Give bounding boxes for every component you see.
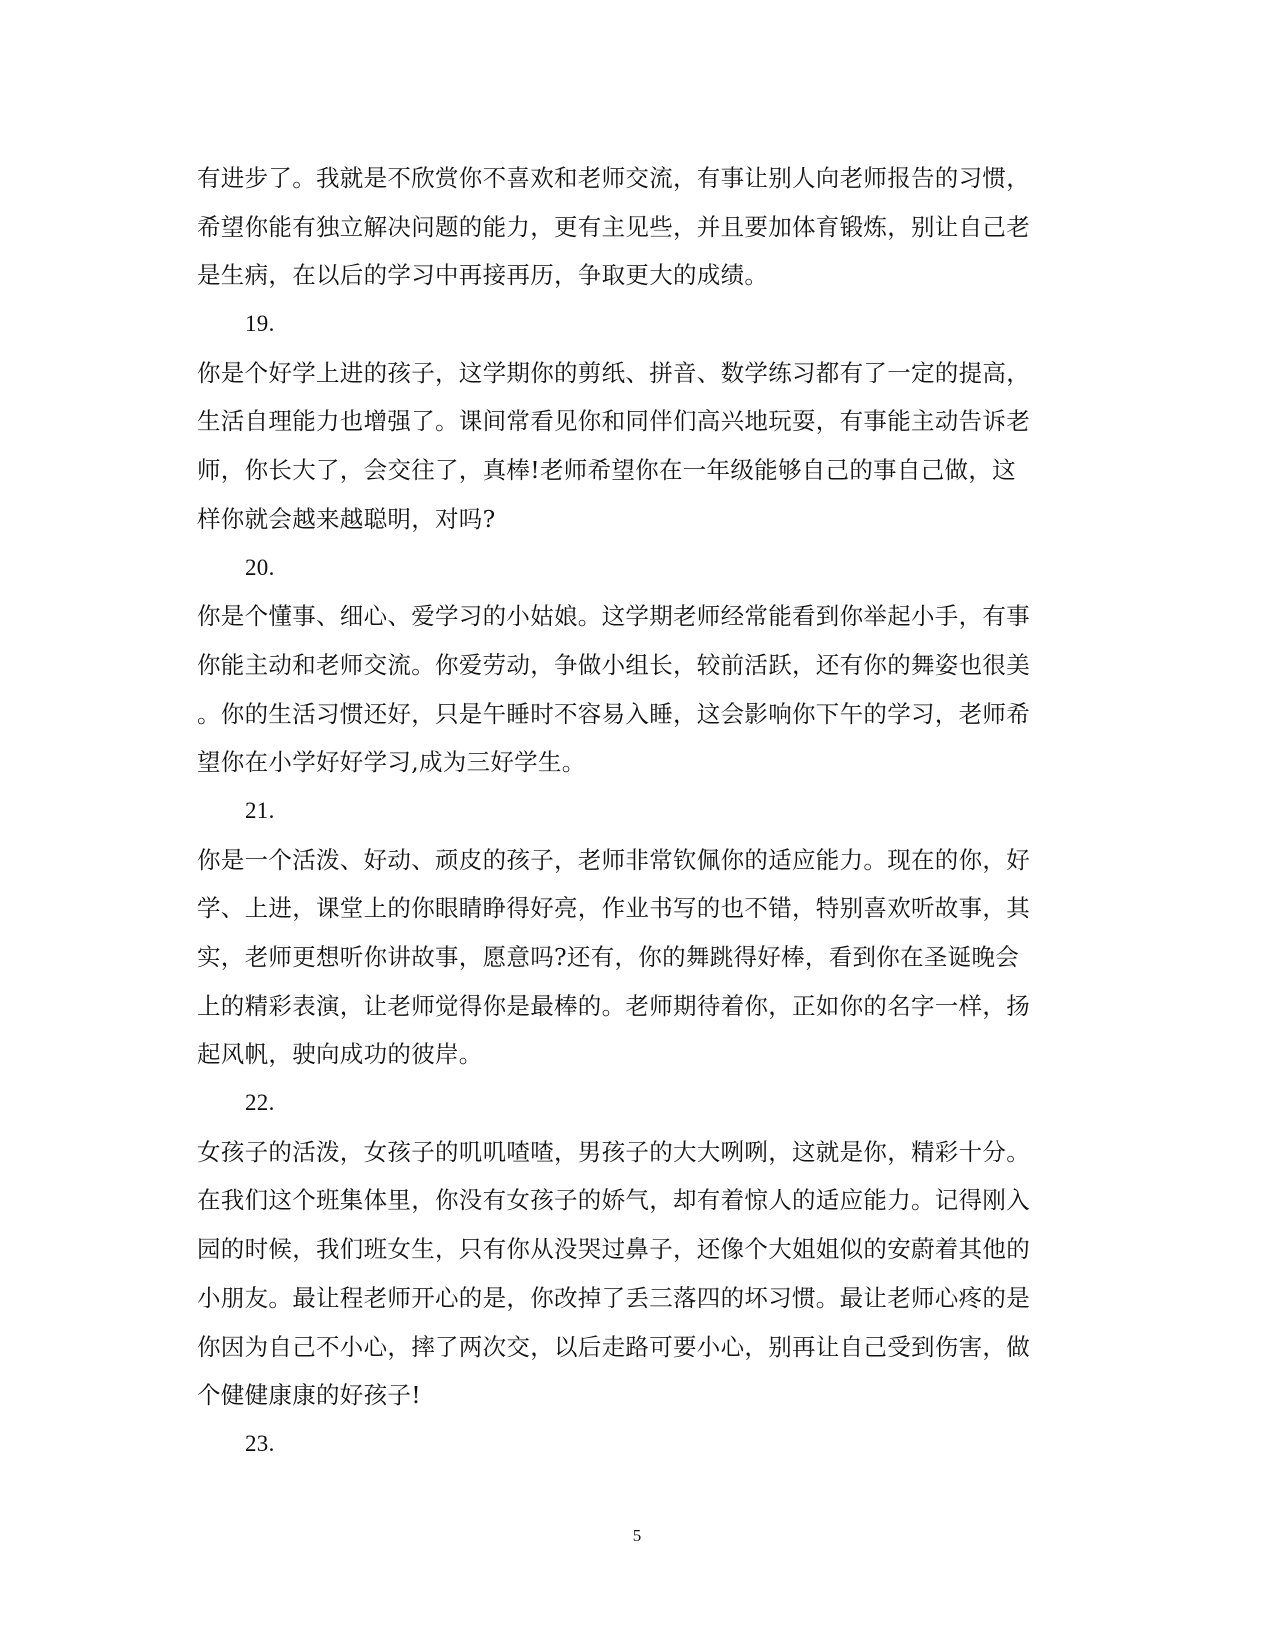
item-number: 19. [245,311,275,337]
text-line: 有进步了。我就是不欣赏你不喜欢和老师交流，有事让别人向老师报告的习惯， [197,164,1030,192]
text-line: 个健健康康的好孩子! [197,1381,421,1410]
text-line: 你是一个活泼、好动、顽皮的孩子，老师非常钦佩你的适应能力。现在的你，好 [197,845,1030,874]
page-number: 5 [632,1526,642,1545]
text-line: 园的时候，我们班女生，只有你从没哭过鼻子，还像个大姐姐似的安蔚着其他的 [197,1235,1030,1264]
item-number: 23. [245,1430,275,1456]
text-line: 上的精彩表演，让老师觉得你是最棒的。老师期待着你，正如你的名字一样，扬 [197,991,1030,1020]
text-line: 起风帆，驶向成功的彼岸。 [197,1040,483,1069]
text-line: 你是个好学上进的孩子，这学期你的剪纸、拼音、数学练习都有了一定的提高， [197,358,1030,387]
text-line: 你因为自己不小心，摔了两次交，以后走路可要小心，别再让自己受到伤害，做 [197,1332,1030,1361]
text-line: 样你就会越来越聪明，对吗? [197,504,496,533]
text-line: 在我们这个班集体里，你没有女孩子的娇气，却有着惊人的适应能力。记得刚入 [197,1186,1030,1215]
text-line: 。你的生活习惯还好，只是午睡时不容易入睡，这会影响你下午的学习，老师希 [197,699,1030,728]
text-line: 生活自理能力也增强了。课间常看见你和同伴们高兴地玩耍，有事能主动告诉老 [197,407,1030,436]
text-line: 小朋友。最让程老师开心的是，你改掉了丢三落四的坏习惯。最让老师心疼的是 [197,1283,1030,1312]
text-line: 实，老师更想听你讲故事，愿意吗?还有，你的舞跳得好棒，看到你在圣诞晚会 [197,943,1020,971]
item-number: 20. [245,554,275,580]
body-text [197,154,1077,1469]
item-number: 21. [245,797,275,823]
text-line: 学、上进，课堂上的你眼睛睁得好亮，作业书写的也不错，特别喜欢听故事，其 [197,894,1030,923]
text-line: 希望你能有独立解决问题的能力，更有主见些，并且要加体育锻炼，别让自己老 [197,212,1030,241]
text-line: 是生病，在以后的学习中再接再历，争取更大的成绩。 [197,261,769,290]
text-line: 你是个懂事、细心、爱学习的小姑娘。这学期老师经常能看到你举起小手，有事 [197,602,1030,631]
text-line: 女孩子的活泼，女孩子的叽叽喳喳，男孩子的大大咧咧，这就是你，精彩十分。 [197,1137,1030,1166]
item-number: 22. [245,1090,275,1116]
text-line: 望你在小学好好学习,成为三好学生。 [197,748,586,777]
text-line: 你能主动和老师交流。你爱劳动，争做小组长，较前活跃，还有你的舞姿也很美 [197,650,1030,679]
text-line: 师，你长大了，会交往了，真棒!老师希望你在一年级能够自己的事自己做，这 [197,456,1016,485]
